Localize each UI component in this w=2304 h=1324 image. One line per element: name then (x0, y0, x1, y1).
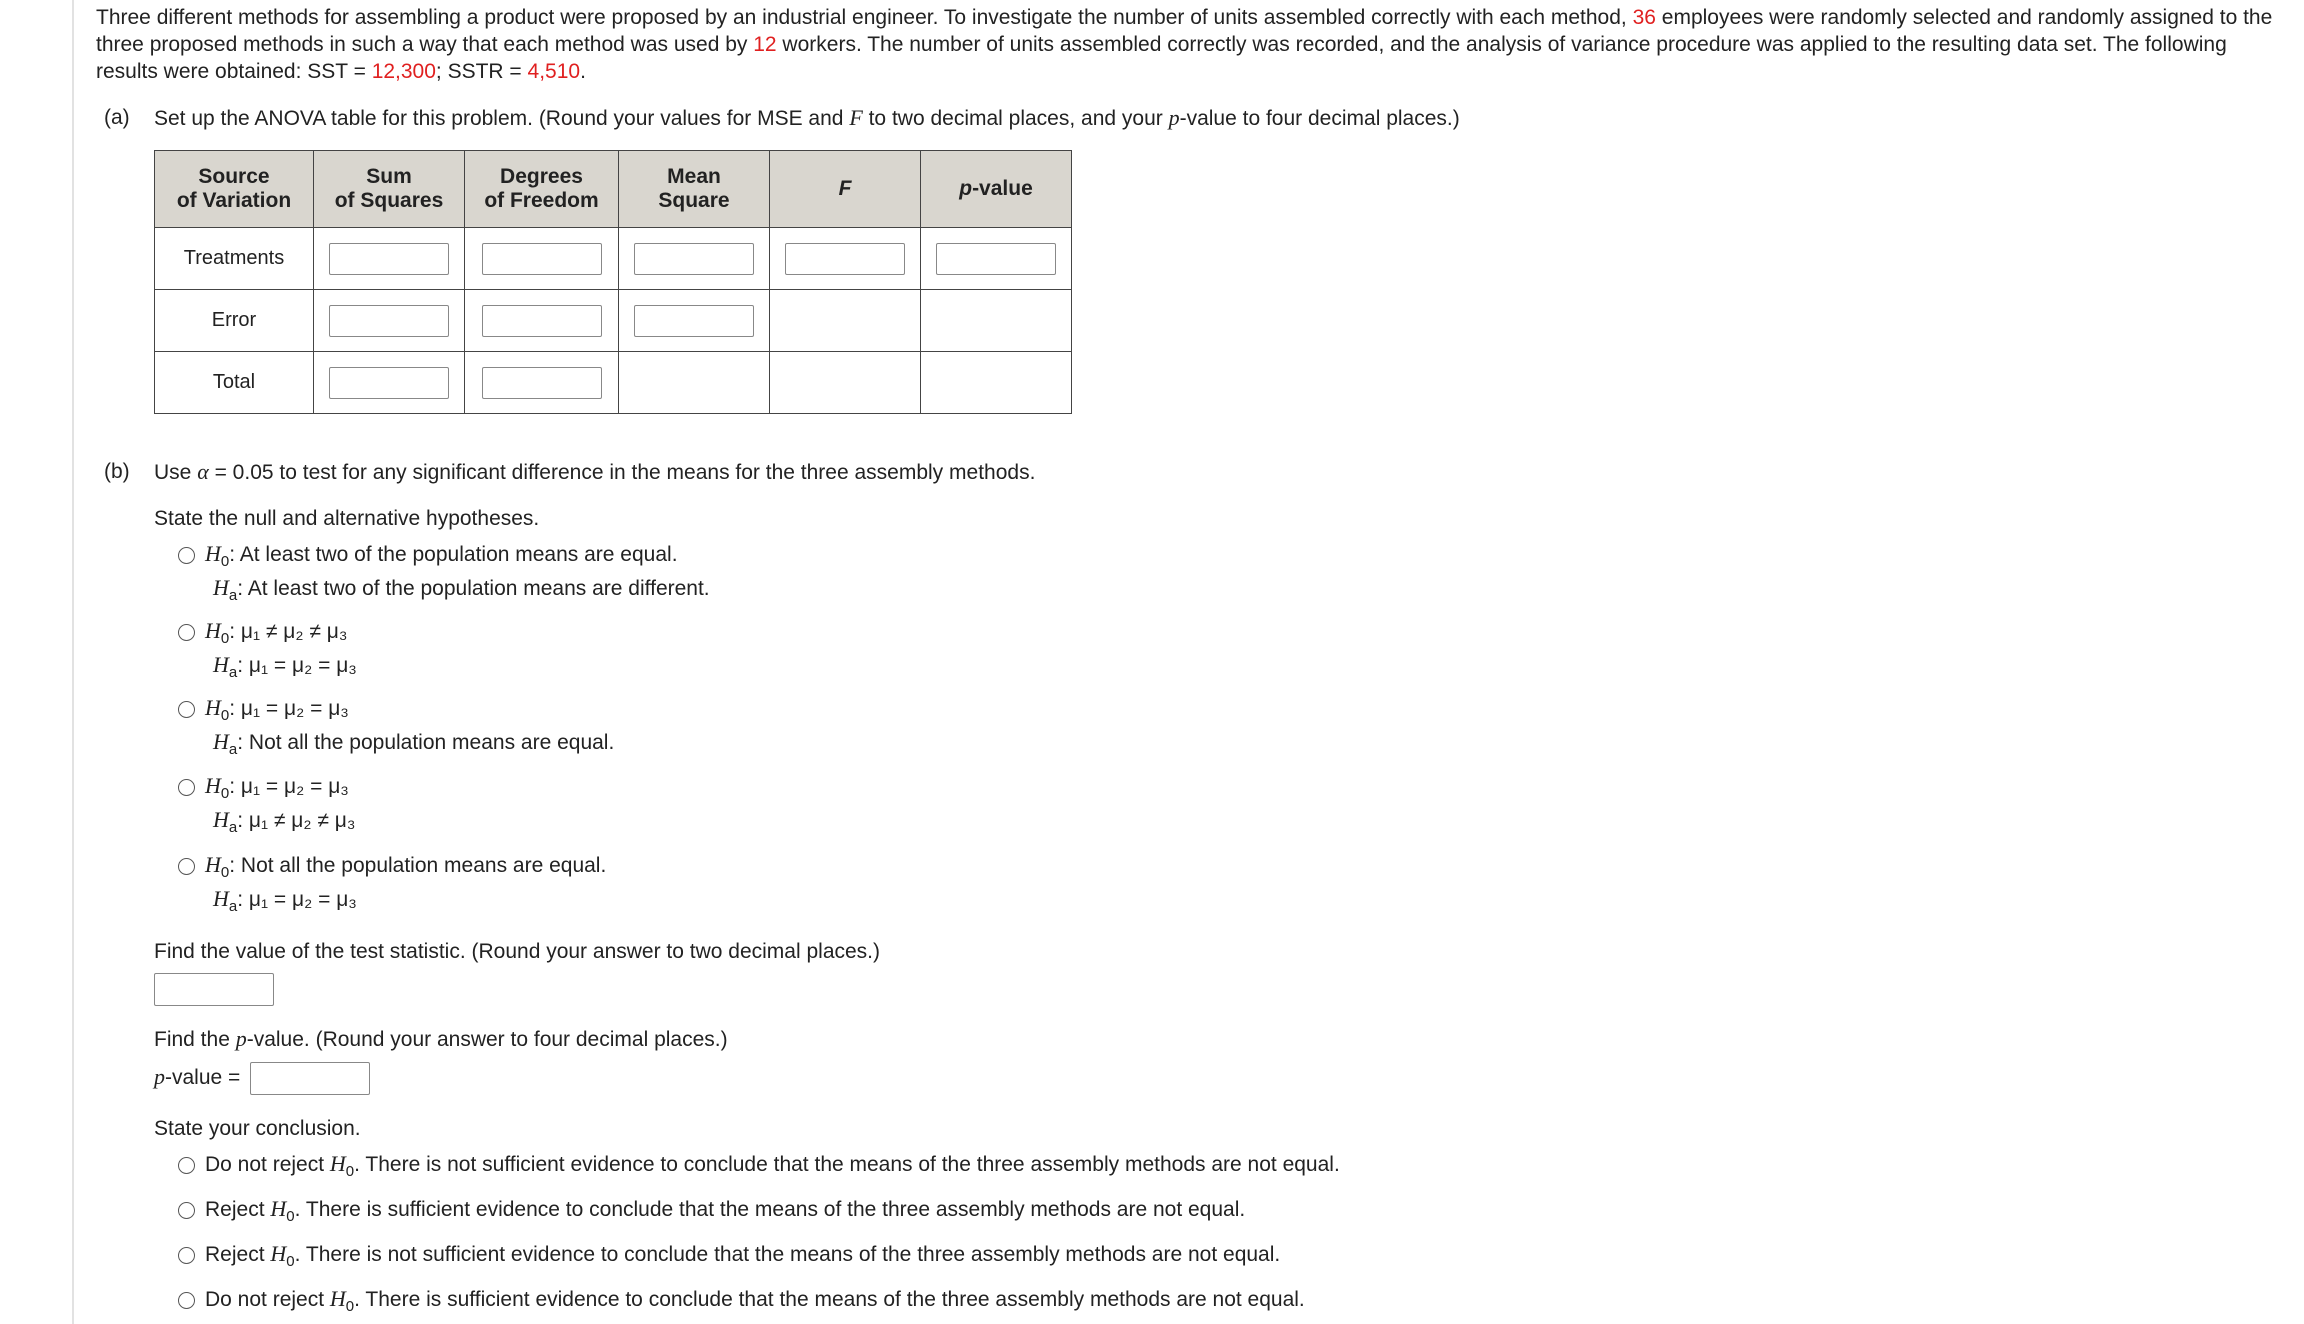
alpha-symbol: α (197, 459, 209, 484)
intro-text: ; SSTR = (435, 60, 528, 83)
ha-subscript: a (228, 664, 238, 682)
empty-cell (770, 290, 921, 352)
conclusion-text: . There is not sufficient evidence to conclude that the means of the three assembly methods are not equal. (354, 1153, 1340, 1176)
h0-subscript: 0 (286, 1253, 295, 1271)
intro-text: employees were randomly selected and randomly assigned to the three proposed methods in such a way that each method was used by (96, 6, 2273, 56)
test-statistic-container (154, 973, 274, 1006)
prompt-text: -value. (Round your answer to four decimal places.) (246, 1028, 728, 1051)
radio-button[interactable] (178, 858, 195, 875)
ha-text: : At least two of the population means are different. (237, 577, 710, 600)
hypothesis-option-3[interactable] (178, 694, 615, 759)
prompt-text: p (235, 1026, 247, 1051)
treatments-ss-input[interactable] (329, 243, 449, 275)
hypothesis-option-5[interactable] (178, 851, 607, 916)
h0-subscript: 0 (220, 864, 230, 882)
ha-subscript: a (228, 819, 238, 837)
h0-text: : At least two of the population means are equal. (229, 543, 678, 566)
conclusion-text: . There is sufficient evidence to conclude that the means of the three assembly methods are not equal. (354, 1288, 1305, 1311)
ha-symbol: H (213, 575, 229, 600)
conclusion-text: Do not reject (205, 1288, 330, 1311)
h0-symbol: H (329, 1151, 346, 1176)
pvalue-input[interactable] (250, 1062, 370, 1095)
ha-text: : Not all the population means are equal. (237, 731, 615, 754)
total-df-input[interactable] (482, 367, 602, 399)
radio-button[interactable] (178, 1247, 195, 1264)
ha-subscript: a (228, 587, 238, 605)
header-sum-of-squares: Sum of Squares (314, 151, 465, 228)
h0-text: : μ₁ = μ₂ = μ₃ (229, 775, 349, 798)
radio-button[interactable] (178, 1292, 195, 1309)
question-content (96, 0, 2286, 1316)
instruction-text: Set up the ANOVA table for this problem. (Round your values for MSE and (154, 107, 850, 130)
radio-button[interactable] (178, 1157, 195, 1174)
sstr-value: 4,510 (527, 60, 581, 83)
header-f: F (770, 151, 921, 228)
empty-cell (921, 290, 1072, 352)
instruction-text: -value to four decimal places.) (1179, 107, 1460, 130)
error-ms-input[interactable] (634, 305, 754, 337)
ha-text: : μ₁ ≠ μ₂ ≠ μ₃ (237, 809, 356, 832)
prompt-text: Find the (154, 1028, 236, 1051)
h0-symbol: H (205, 695, 221, 720)
error-df-input[interactable] (482, 305, 602, 337)
conclusion-option-1[interactable] (178, 1150, 1340, 1181)
h0-symbol: H (329, 1286, 346, 1311)
conclusion-text: . There is not sufficient evidence to conclude that the means of the three assembly methods are not equal. (294, 1243, 1281, 1266)
hypothesis-option-1[interactable] (178, 540, 710, 605)
h0-text: : μ₁ ≠ μ₂ ≠ μ₃ (229, 620, 348, 643)
header-p-value: p-value (921, 151, 1072, 228)
h0-subscript: 0 (345, 1163, 355, 1181)
ha-symbol: H (213, 807, 229, 832)
empty-cell (770, 352, 921, 414)
part-a-label: (a) (104, 106, 130, 129)
h0-symbol: H (205, 618, 221, 643)
left-margin (0, 0, 74, 1324)
conclusion-option-3[interactable] (178, 1240, 1281, 1271)
radio-button[interactable] (178, 547, 195, 564)
treatments-df-input[interactable] (482, 243, 602, 275)
conclusion-option-2[interactable] (178, 1195, 1246, 1226)
h0-subscript: 0 (220, 785, 230, 803)
row-label: Total (155, 352, 314, 414)
h0-symbol: H (205, 773, 221, 798)
ha-text: : μ₁ = μ₂ = μ₃ (237, 888, 357, 911)
h0-subscript: 0 (286, 1208, 295, 1226)
instruction-text: Use (154, 461, 198, 484)
h0-subscript: 0 (220, 707, 230, 725)
row-error (155, 290, 1072, 352)
treatments-f-input[interactable] (785, 243, 905, 275)
ha-symbol: H (213, 729, 229, 754)
ha-subscript: a (228, 741, 238, 759)
h0-symbol: H (270, 1241, 287, 1266)
pvalue-row (154, 1062, 370, 1095)
empty-cell (921, 352, 1072, 414)
n-workers-value: 12 (753, 33, 777, 56)
radio-button[interactable] (178, 1202, 195, 1219)
row-treatments (155, 228, 1072, 290)
hypothesis-option-4[interactable] (178, 772, 356, 837)
instruction-text: F (849, 105, 863, 130)
intro-text: workers. The number of units assembled correctly was recorded, and the analysis of variance procedure was applied to the resulting data set. The following results were obtained: SST = (96, 33, 2227, 83)
total-ss-input[interactable] (329, 367, 449, 399)
pvalue-label: -value = (165, 1066, 241, 1090)
ha-text: : μ₁ = μ₂ = μ₃ (237, 654, 357, 677)
instruction-text: = 0.05 to test for any significant difference in the means for the three assembly methods. (208, 461, 1036, 484)
header-source: Source of Variation (155, 151, 314, 228)
h0-symbol: H (205, 541, 221, 566)
h0-subscript: 0 (220, 630, 230, 648)
row-label: Error (155, 290, 314, 352)
anova-header-row (155, 151, 1072, 228)
h0-text: : μ₁ = μ₂ = μ₃ (229, 697, 349, 720)
intro-text: Three different methods for assembling a product were proposed by an industrial engineer. To investigate the number of units assembled correctly with each method, (96, 6, 1633, 29)
conclusion-text: Reject (205, 1198, 271, 1221)
hypothesis-option-2[interactable] (178, 617, 357, 682)
empty-cell (619, 352, 770, 414)
state-conclusion-prompt: State your conclusion. (154, 1117, 361, 1140)
h0-symbol: H (270, 1196, 287, 1221)
treatments-ms-input[interactable] (634, 243, 754, 275)
instruction-text: p (1168, 105, 1180, 130)
part-b-label: (b) (104, 460, 130, 483)
radio-button[interactable] (178, 779, 195, 796)
conclusion-text: . There is sufficient evidence to conclude that the means of the three assembly methods are not equal. (294, 1198, 1246, 1221)
radio-button[interactable] (178, 701, 195, 718)
h0-subscript: 0 (220, 553, 230, 571)
h0-subscript: 0 (345, 1298, 355, 1316)
intro-text: . (580, 60, 586, 83)
header-degrees-of-freedom: Degrees of Freedom (465, 151, 619, 228)
treatments-pvalue-input[interactable] (936, 243, 1056, 275)
anova-table (154, 150, 1072, 414)
error-ss-input[interactable] (329, 305, 449, 337)
ha-symbol: H (213, 652, 229, 677)
n-employees-value: 36 (1632, 6, 1656, 29)
pvalue-label: p (154, 1064, 165, 1090)
row-total (155, 352, 1072, 414)
radio-button[interactable] (178, 624, 195, 641)
instruction-text: to two decimal places, and your (862, 107, 1169, 130)
find-test-statistic-prompt: Find the value of the test statistic. (Round your answer to two decimal places.) (154, 940, 881, 963)
test-statistic-input[interactable] (154, 973, 274, 1006)
conclusion-text: Reject (205, 1243, 271, 1266)
state-hypotheses-prompt: State the null and alternative hypotheses. (154, 507, 540, 530)
ha-symbol: H (213, 886, 229, 911)
h0-text: : Not all the population means are equal. (229, 854, 607, 877)
h0-symbol: H (205, 852, 221, 877)
ha-subscript: a (228, 898, 238, 916)
problem-intro (96, 4, 2286, 85)
conclusion-option-4[interactable] (178, 1285, 1305, 1316)
sst-value: 12,300 (371, 60, 436, 83)
header-mean-square: Mean Square (619, 151, 770, 228)
conclusion-text: Do not reject (205, 1153, 330, 1176)
find-pvalue-prompt (154, 1025, 728, 1053)
row-label: Treatments (155, 228, 314, 290)
